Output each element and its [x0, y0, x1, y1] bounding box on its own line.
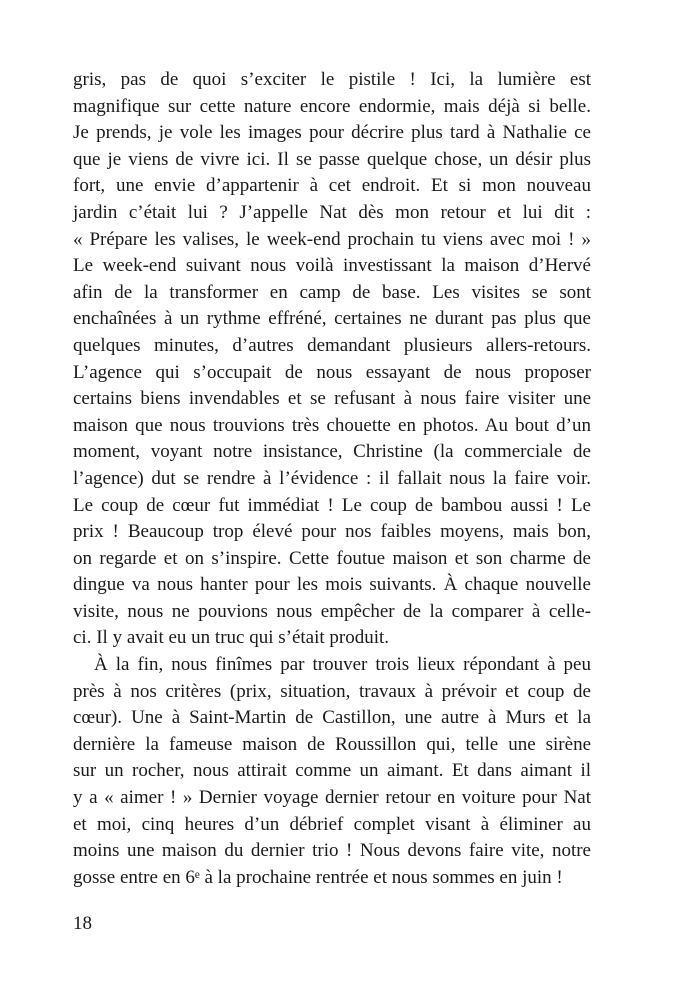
text-line: cœur). Une à Saint-Martin de Castillon, une autre à Murs et la	[73, 707, 591, 729]
text-line: y a « aimer ! » Dernier voyage dernier retour en voiture pour Nat	[73, 787, 591, 809]
text-line: dernière la fameuse maison de Roussillon qui, telle une sirène	[73, 733, 591, 755]
text-line: jardin c’était lui ? J’appelle Nat dès mon retour et lui dit :	[73, 201, 591, 223]
text-line: fort, une envie d’appartenir à cet endroit. Et si mon nouveau	[73, 175, 591, 197]
text-line: moins une maison du dernier trio ! Nous devons faire vite, notre	[73, 840, 591, 862]
text-line: quelques minutes, d’autres demandant plusieurs allers-retours.	[73, 334, 591, 356]
text-line: que je viens de vivre ici. Il se passe quelque chose, un désir plus	[73, 148, 591, 170]
text-line: L’agence qui s’occupait de nous essayant de nous proposer	[73, 361, 591, 383]
text-line: Je prends, je vole les images pour décrire plus tard à Nathalie ce	[73, 122, 591, 144]
text-line: l’agence) dut se rendre à l’évidence : il fallait nous la faire voir.	[73, 467, 591, 489]
text-line: gosse entre en 6ᵉ à la prochaine rentrée et nous sommes en juin !	[73, 866, 563, 888]
text-line: ci. Il y avait eu un truc qui s’était produit.	[73, 627, 390, 649]
text-line: À la fin, nous finîmes par trouver trois lieux répondant à peu	[94, 654, 591, 676]
text-line: visite, nous ne pouvions nous empêcher de la comparer à celle-	[73, 600, 591, 622]
text-line: dingue va nous hanter pour les mois suivants. À chaque nouvelle	[73, 574, 591, 596]
text-line: maison que nous trouvions très chouette en photos. Au bout d’un	[73, 414, 591, 436]
text-line: près à nos critères (prix, situation, travaux à prévoir et coup de	[73, 680, 591, 702]
text-line: sur un rocher, nous attirait comme un aimant. Et dans aimant il	[73, 760, 591, 782]
text-line: afin de la transformer en camp de base. Les visites se sont	[73, 281, 591, 303]
page-text	[73, 67, 591, 891]
page-number: 18	[73, 913, 92, 934]
text-line: Le week-end suivant nous voilà investissant la maison d’Hervé	[73, 255, 591, 277]
text-line: et moi, cinq heures d’un débrief complet visant à éliminer au	[73, 813, 591, 835]
paragraph-1	[73, 67, 591, 652]
text-line: magnifique sur cette nature encore endormie, mais déjà si belle.	[73, 95, 591, 117]
text-line: « Prépare les valises, le week-end prochain tu viens avec moi ! »	[73, 228, 591, 250]
text-line: prix ! Beaucoup trop élevé pour nos faibles moyens, mais bon,	[73, 521, 591, 543]
text-line: moment, voyant notre insistance, Christine (la commerciale de	[73, 441, 591, 463]
text-line: Le coup de cœur fut immédiat ! Le coup de bambou aussi ! Le	[73, 494, 591, 516]
text-line: on regarde et on s’inspire. Cette foutue maison et son charme de	[73, 547, 591, 569]
paragraph-2	[73, 652, 591, 891]
text-line: enchaînées à un rythme effréné, certaines ne durant pas plus que	[73, 308, 591, 330]
text-line: certains biens invendables et se refusant à nous faire visiter une	[73, 388, 591, 410]
text-line: gris, pas de quoi s’exciter le pistile ! Ici, la lumière est	[73, 69, 591, 90]
